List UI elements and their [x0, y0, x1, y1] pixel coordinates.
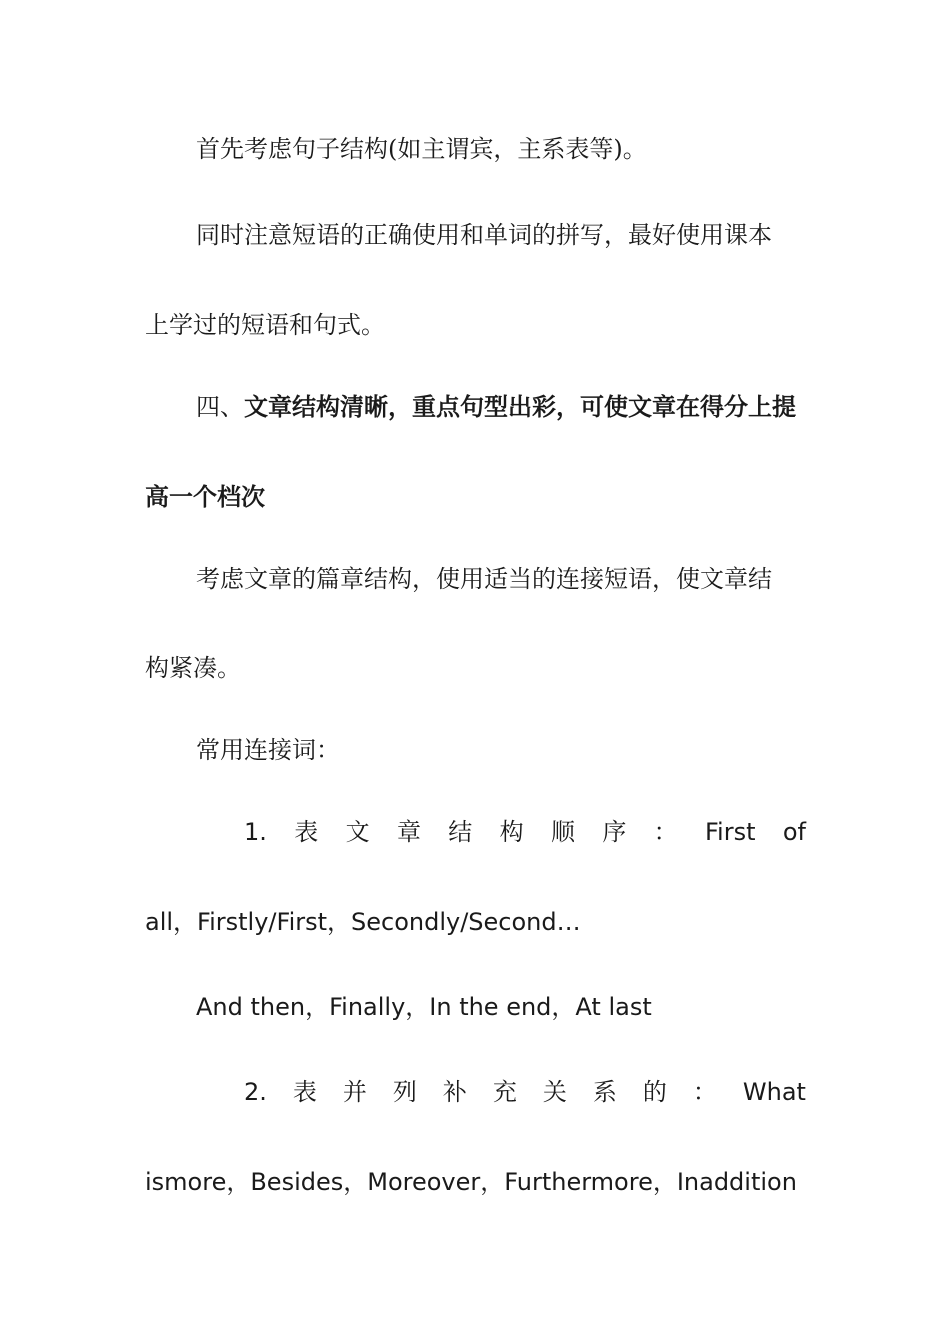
- justified-char: 结: [448, 818, 473, 846]
- paragraph-line: 考虑文章的篇章结构，使用适当的连接短语，使文章结: [196, 565, 772, 593]
- justified-char: 充: [492, 1078, 517, 1106]
- list-item-justified: [244, 1075, 806, 1109]
- justified-char: 系: [592, 1078, 617, 1106]
- list-item-continuation: ismore，Besides，Moreover，Furthermore，Inaddition: [145, 1168, 797, 1196]
- paragraph-line: [196, 218, 806, 252]
- justified-char: 文: [345, 818, 370, 846]
- section-heading: [196, 390, 806, 424]
- section-heading-text: 文章结构清晰，重点句型出彩，可使文章在得分上提: [244, 392, 796, 421]
- paragraph-line: 构紧凑。: [145, 654, 241, 682]
- paragraph-line: 首先考虑句子结构(如主谓宾，主系表等)。: [196, 135, 647, 163]
- justified-char: 构: [499, 818, 524, 846]
- paragraph-line: 上学过的短语和句式。: [145, 311, 385, 339]
- justified-char: 的: [642, 1078, 667, 1106]
- justified-char: 关: [542, 1078, 567, 1106]
- justified-char: 补: [442, 1078, 467, 1106]
- list-item-justified: [244, 815, 806, 849]
- list-number: 2.: [244, 1078, 267, 1106]
- justified-char: 章: [396, 818, 421, 846]
- line-text: 同时注意短语的正确使用和单词的拼写，最好使用课本: [196, 221, 772, 249]
- list-item-continuation: all，Firstly/First，Secondly/Second…: [145, 908, 581, 936]
- justified-word: What: [742, 1078, 806, 1106]
- justified-char: 序: [602, 818, 627, 846]
- section-number: 四、: [196, 393, 244, 421]
- justified-char: 表: [294, 818, 319, 846]
- justified-char: 并: [342, 1078, 367, 1106]
- list-number: 1.: [244, 818, 267, 846]
- paragraph-line: 常用连接词：: [196, 736, 340, 764]
- justified-char: 列: [392, 1078, 417, 1106]
- section-heading-continuation: 高一个档次: [145, 482, 265, 511]
- justified-word: of: [782, 818, 806, 846]
- list-item-continuation: And then，Finally，In the end，At last: [196, 993, 652, 1021]
- justified-word: First: [705, 818, 756, 846]
- justified-char: ：: [653, 818, 678, 846]
- justified-char: ：: [692, 1078, 717, 1106]
- justified-char: 表: [292, 1078, 317, 1106]
- justified-char: 顺: [550, 818, 575, 846]
